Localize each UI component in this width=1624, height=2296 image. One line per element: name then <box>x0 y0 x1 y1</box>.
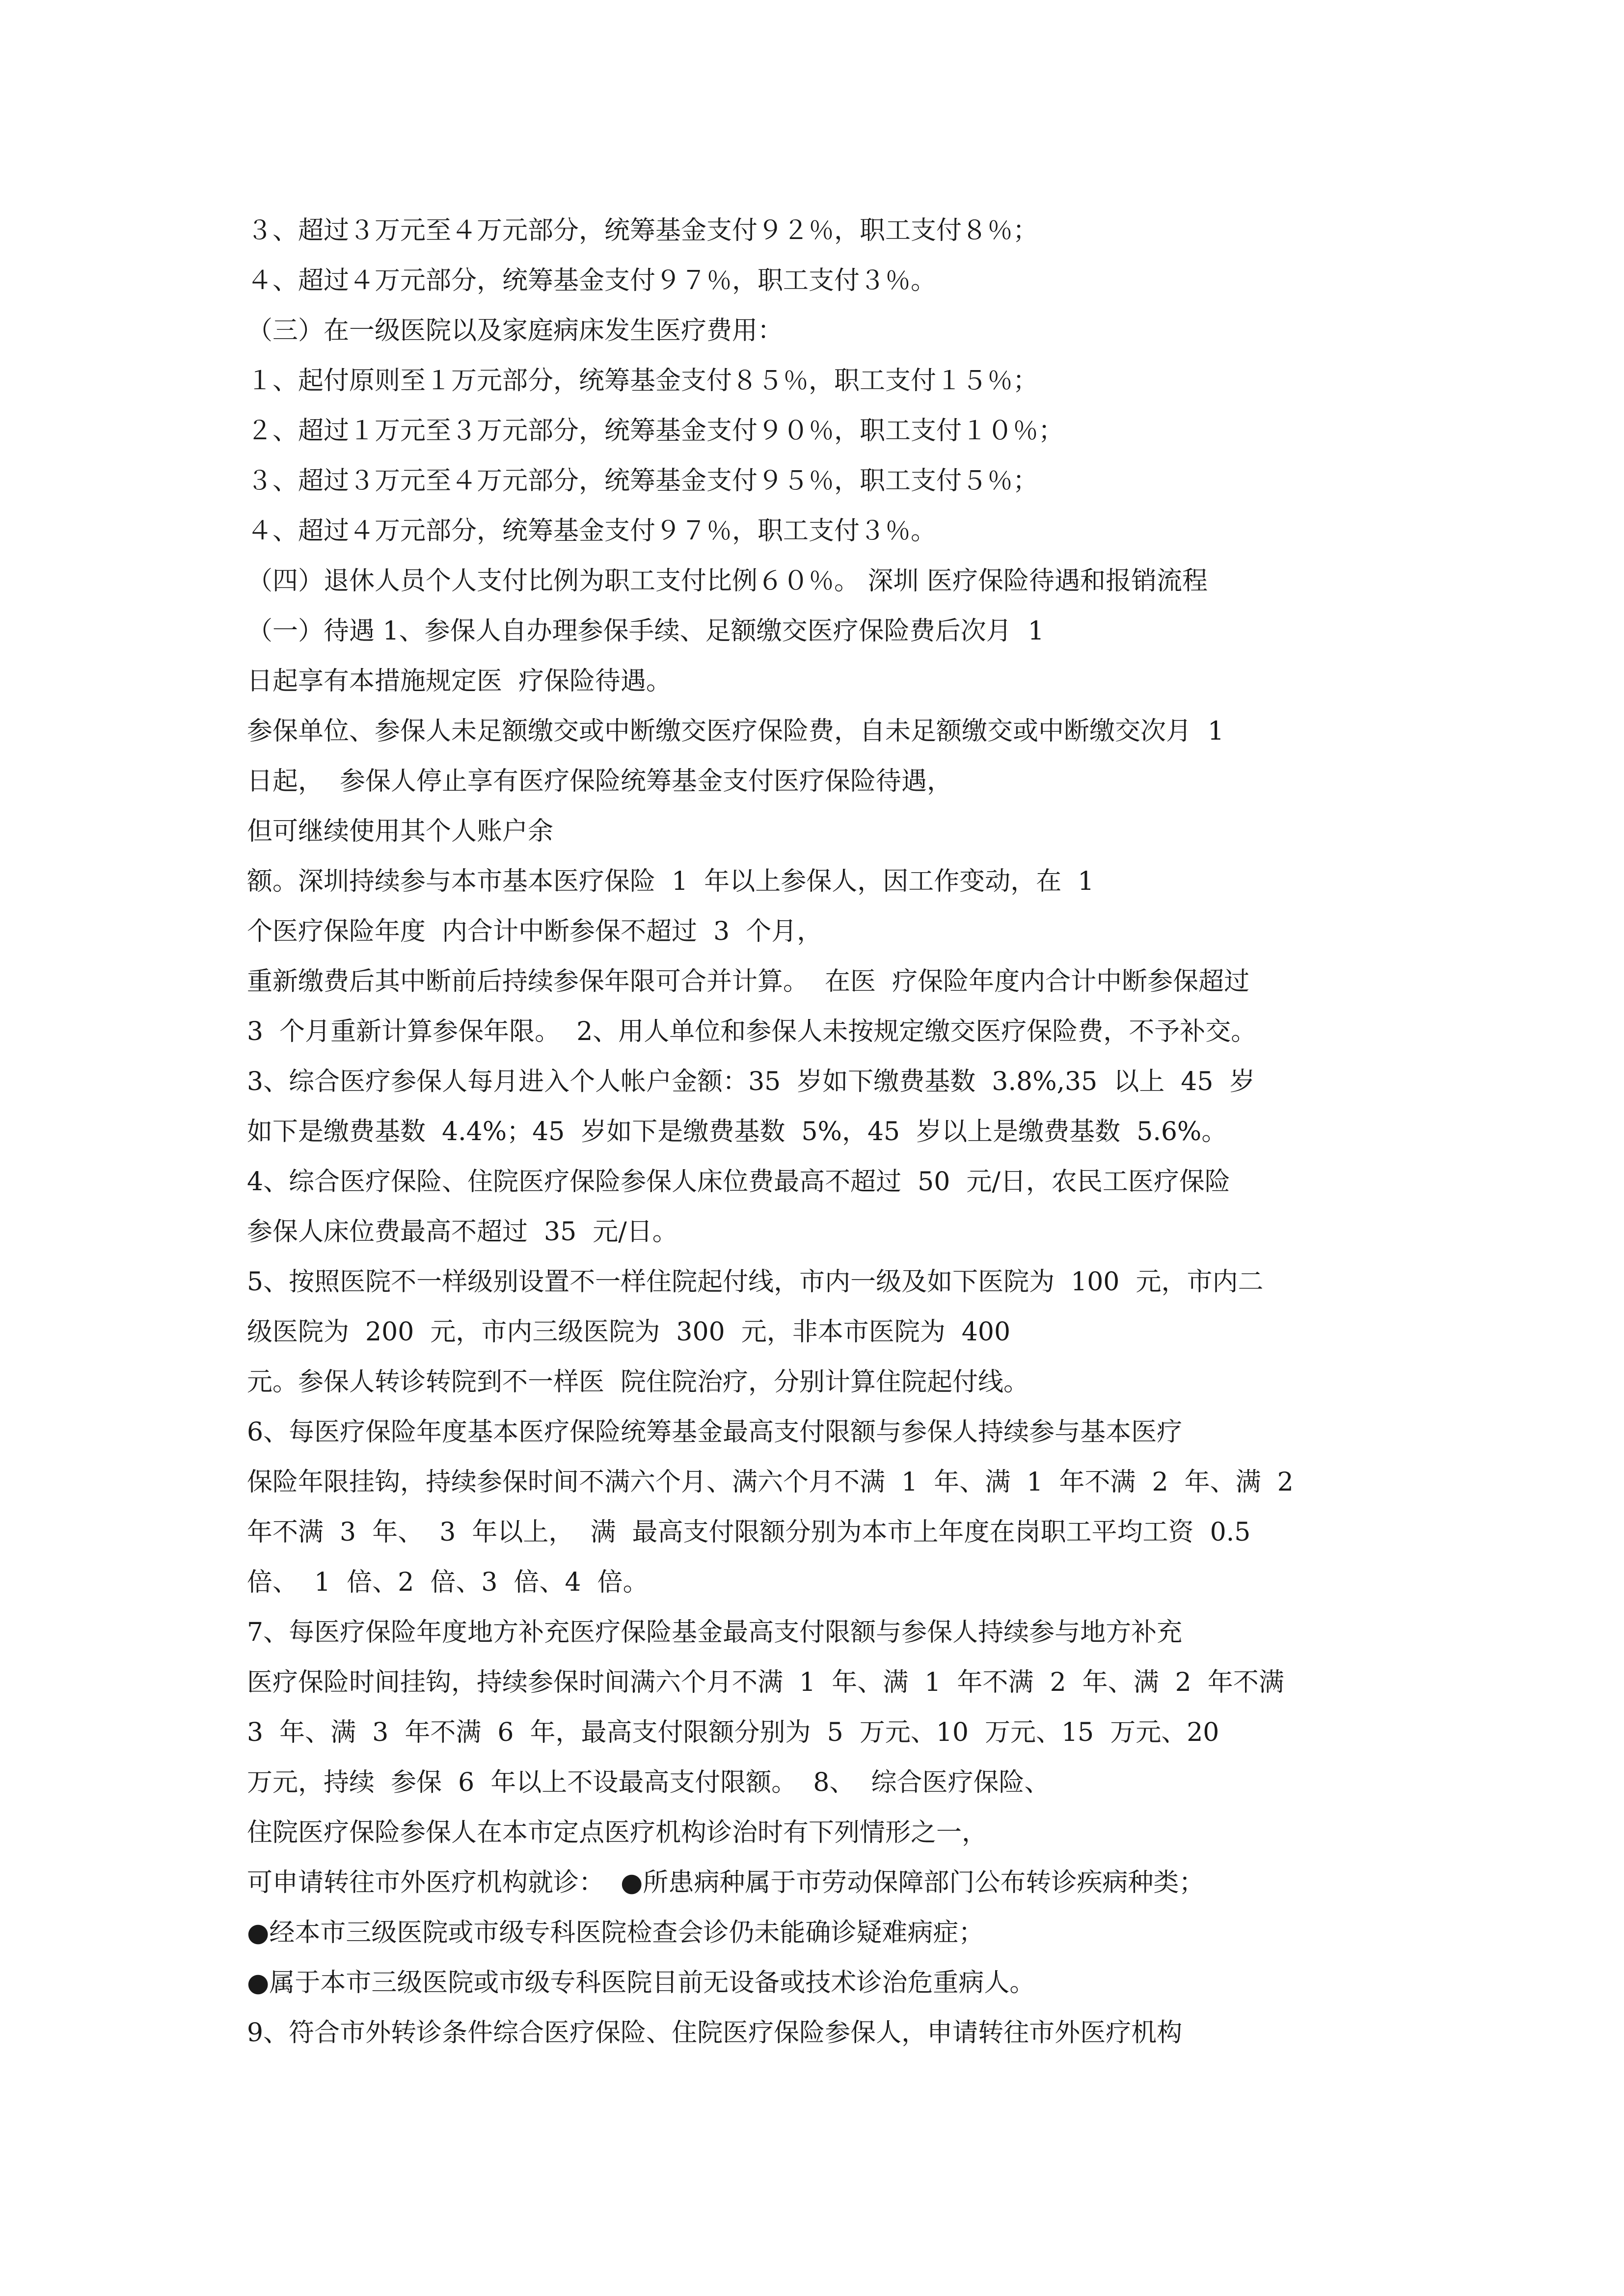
text-line: ４、超过４万元部分，统筹基金支付９７％，职工支付３％。 <box>247 516 937 546</box>
text-line: 个医疗保险年度 内合计中断参保不超过 3 个月， <box>247 917 823 946</box>
text-line: １、起付原则至１万元部分，统筹基金支付８５％，职工支付１５％； <box>247 366 1039 396</box>
text-line: 参保单位、参保人未足额缴交或中断缴交医疗保险费，自未足额缴交或中断缴交次月 1 <box>247 717 1224 746</box>
text-line: 倍、 1 倍、2 倍、3 倍、4 倍。 <box>247 1568 649 1597</box>
text-line: 重新缴费后其中断前后持续参保年限可合并计算。 在医 疗保险年度内合计中断参保超过 <box>247 967 1250 996</box>
text-line: （三）在一级医院以及家庭病床发生医疗费用： <box>247 316 784 346</box>
text-line: ●经本市三级医院或市级专科医院检查会诊仍未能确诊疑难病症； <box>247 1918 984 1948</box>
text-line: ３、超过３万元至４万元部分，统筹基金支付９５％，职工支付５％； <box>247 466 1039 496</box>
text-line: （一）待遇 1、参保人自办理参保手续、足额缴交医疗保险费后次月 1 <box>247 616 1044 646</box>
text-line: ４、超过４万元部分，统筹基金支付９７％，职工支付３％。 <box>247 266 937 295</box>
text-line: 如下是缴费基数 4.4%；45 岁如下是缴费基数 5%，45 岁以上是缴费基数 5.6%。 <box>247 1117 1227 1147</box>
text-line: 可申请转往市外医疗机构就诊： ●所患病种属于市劳动保障部门公布转诊疾病种类； <box>247 1868 1205 1897</box>
text-line: 3 年、满 3 年不满 6 年，最高支付限额分别为 5 万元、10 万元、15 万元、20 <box>247 1718 1219 1747</box>
text-line: 4、综合医疗保险、住院医疗保险参保人床位费最高不超过 50 元/日，农民工医疗保险 <box>247 1167 1230 1197</box>
text-line: ２、超过１万元至３万元部分，统筹基金支付９０％，职工支付１０％； <box>247 416 1064 446</box>
text-line: 医疗保险时间挂钩，持续参保时间满六个月不满 1 年、满 1 年不满 2 年、满 2 年不满 <box>247 1668 1284 1697</box>
text-line: 住院医疗保险参保人在本市定点医疗机构诊治时有下列情形之一， <box>247 1818 988 1847</box>
text-line: 级医院为 200 元，市内三级医院为 300 元，非本市医院为 400 <box>247 1317 1011 1347</box>
text-line: ●属于本市三级医院或市级专科医院目前无设备或技术诊治危重病人。 <box>247 1968 1035 1998</box>
text-line: 日起享有本措施规定医 疗保险待遇。 <box>247 667 672 696</box>
text-line: 6、每医疗保险年度基本医疗保险统筹基金最高支付限额与参保人持续参与基本医疗 <box>247 1417 1183 1447</box>
text-line: 日起， 参保人停止享有医疗保险统筹基金支付医疗保险待遇， <box>247 767 953 796</box>
text-line: 9、符合市外转诊条件综合医疗保险、住院医疗保险参保人，申请转往市外医疗机构 <box>247 2018 1183 2048</box>
text-line: 3、综合医疗参保人每月进入个人帐户金额：35 岁如下缴费基数 3.8%,35 以上 45 岁 <box>247 1067 1255 1096</box>
text-line: 保险年限挂钩，持续参保时间不满六个月、满六个月不满 1 年、满 1 年不满 2 年、满 2 <box>247 1468 1294 1497</box>
text-line: 参保人床位费最高不超过 35 元/日。 <box>247 1217 678 1247</box>
text-line: 元。参保人转诊转院到不一样医 院住院治疗，分别计算住院起付线。 <box>247 1367 1029 1397</box>
text-line: 年不满 3 年、 3 年以上， 满 最高支付限额分别为本市上年度在岗职工平均工资 0.5 <box>247 1518 1251 1547</box>
text-line: 额。深圳持续参与本市基本医疗保险 1 年以上参保人，因工作变动，在 1 <box>247 867 1094 896</box>
text-line: ３、超过３万元至４万元部分，统筹基金支付９２％，职工支付８％； <box>247 216 1039 245</box>
text-line: 3 个月重新计算参保年限。 2、用人单位和参保人未按规定缴交医疗保险费，不予补交。 <box>247 1017 1257 1046</box>
text-line: 但可继续使用其个人账户余 <box>247 817 554 846</box>
text-line: 7、每医疗保险年度地方补充医疗保险基金最高支付限额与参保人持续参与地方补充 <box>247 1618 1183 1647</box>
text-line: 万元，持续 参保 6 年以上不设最高支付限额。 8、 综合医疗保险、 <box>247 1768 1050 1797</box>
text-line: （四）退休人员个人支付比例为职工支付比例６０％。 深圳 医疗保险待遇和报销流程 <box>247 566 1208 596</box>
text-line: 5、按照医院不一样级别设置不一样住院起付线，市内一级及如下医院为 100 元，市内二 <box>247 1267 1264 1297</box>
